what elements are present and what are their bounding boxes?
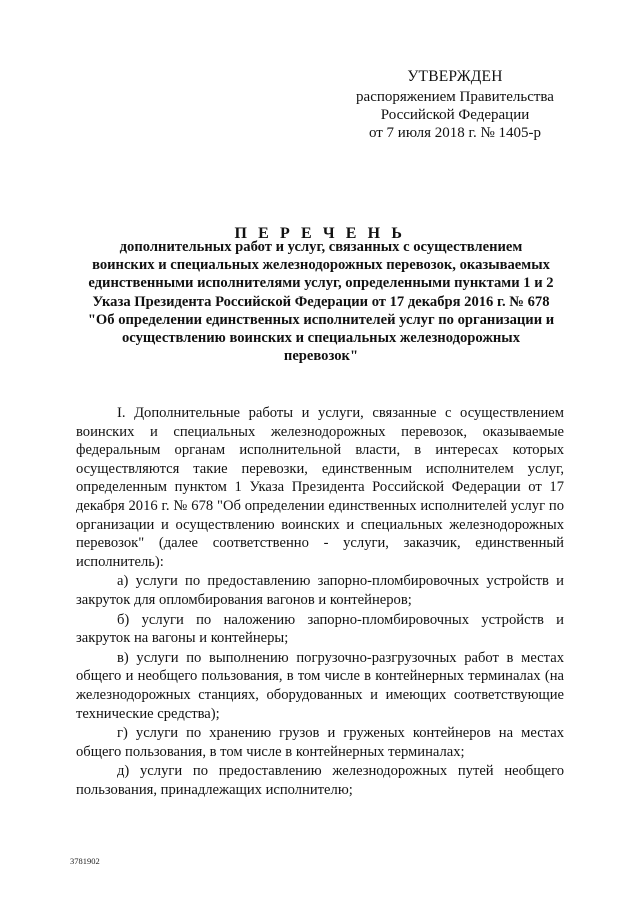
list-item-v: в) услуги по выполнению погрузочно-разгрузочных работ в местах общего и необщего пользования, в том числе в контейнерных терминалах (на железнодорожных станциях, оборудованных и имеющих соответствующие технические средства); <box>76 649 564 722</box>
subtitle-line: "Об определении единственных исполнителей услуг по организации и <box>87 311 555 328</box>
document-code: 3781902 <box>70 856 100 866</box>
subtitle-line: единственными исполнителями услуг, определенными пунктами 1 и 2 <box>88 275 554 292</box>
subtitle-line: перевозок" <box>283 348 359 365</box>
document-subtitle <box>78 238 564 365</box>
approval-date-number: от 7 июля 2018 г. № 1405-р <box>368 125 542 141</box>
list-item-a: а) услуги по предоставлению запорно-пломбировочных устройств и закруток для опломбирования вагонов и контейнеров; <box>76 573 564 608</box>
subtitle-line: Указа Президента Российской Федерации от 17 декабря 2016 г. № 678 <box>92 293 550 310</box>
subtitle-line: осуществлению воинских и специальных железнодорожных <box>121 330 520 347</box>
subtitle-line: дополнительных работ и услуг, связанных с осуществлением <box>119 239 523 255</box>
list-item-g: г) услуги по хранению грузов и груженых контейнеров на местах общего пользования, в том числе в контейнерных терминалах; <box>76 725 564 760</box>
approved-label: УТВЕРЖДЕН <box>407 68 503 85</box>
approval-stamp <box>355 68 555 142</box>
list-item-b: б) услуги по наложению запорно-пломбировочных устройств и закруток на вагоны и контейнеры; <box>76 611 564 647</box>
approval-issuer-country: Российской Федерации <box>380 107 530 123</box>
document-title: П Е Р Е Ч Е Н Ь <box>234 225 406 242</box>
list-item-d: д) услуги по предоставлению железнодорожных путей необщего пользования, принадлежащих исполнителю; <box>76 763 564 798</box>
subtitle-line: воинских и специальных железнодорожных перевозок, оказываемых <box>92 257 550 274</box>
section-intro-paragraph: I. Дополнительные работы и услуги, связанные с осуществлением воинских и специальных железнодорожных перевозок, оказываемые федеральным органам исполнительной власти, в интересах которых осуществляются такие перевозки, единственным исполнителем услуг, определенным пунктом 1 Указа Президента Российской Федерации от 17 декабря 2016 г. № 678 "Об определении единственных исполнителей услуг по организации и осуществлению воинских и специальных железнодорожных перевозок" (далее соответственно - услуги, заказчик, единственный исполнитель): <box>76 405 564 570</box>
document-body <box>76 404 564 799</box>
approval-issuer: распоряжением Правительства <box>356 89 554 105</box>
